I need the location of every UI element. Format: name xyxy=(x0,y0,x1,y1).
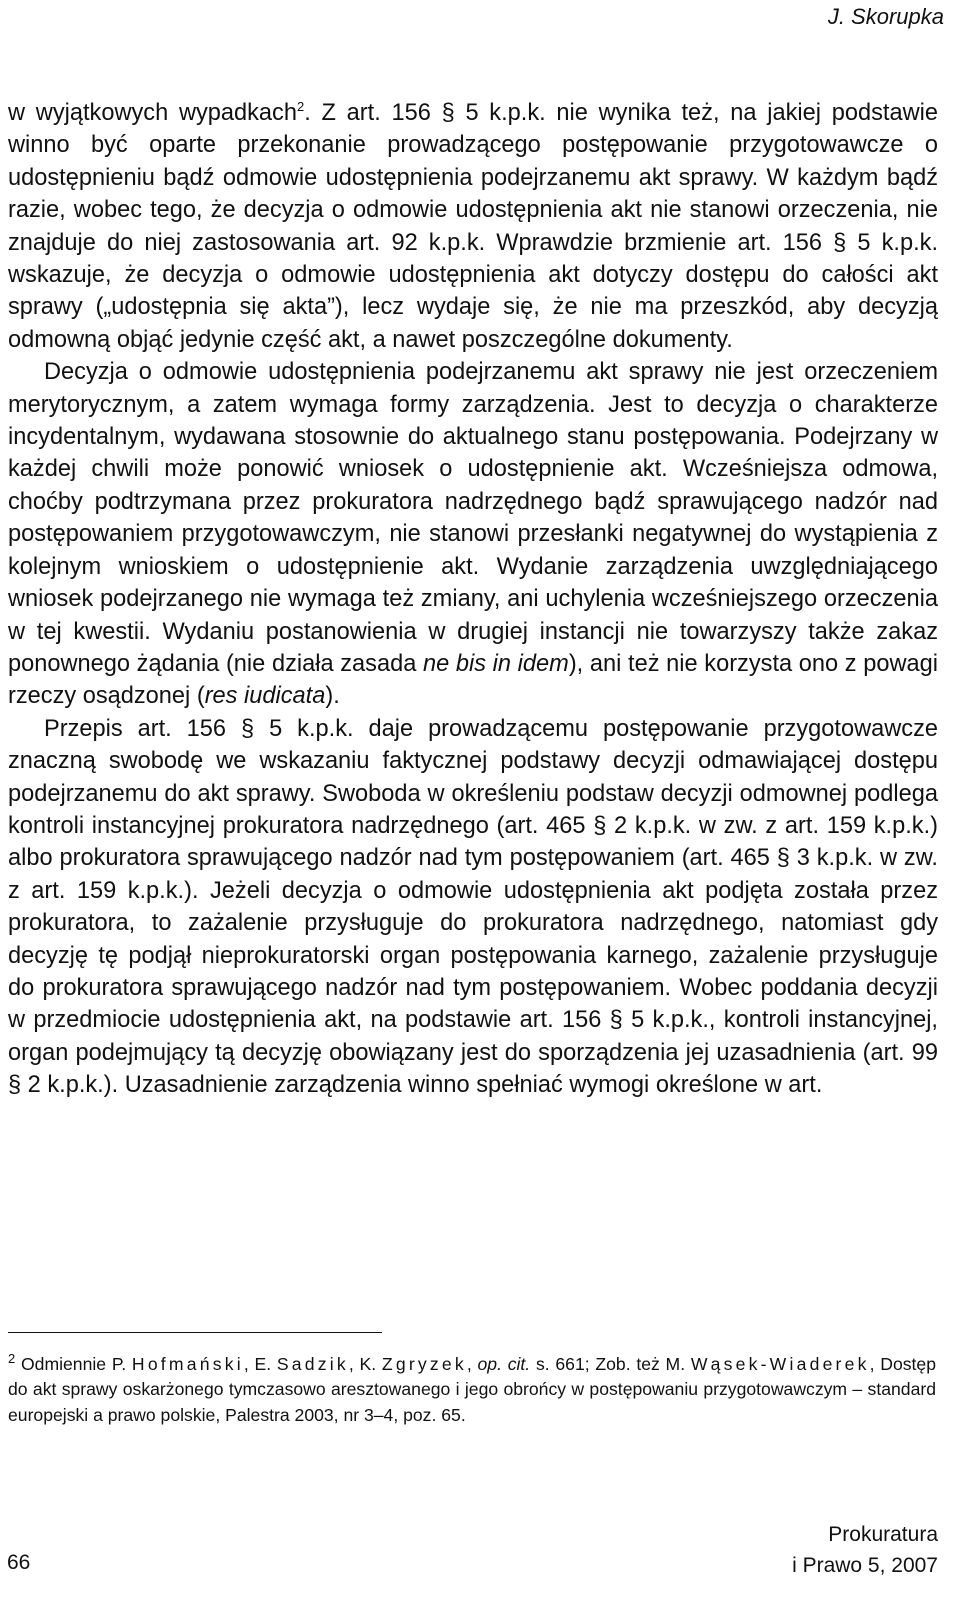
main-text xyxy=(8,97,938,1102)
paragraph-1-text-a: w wyjątkowych wypadkach xyxy=(8,100,297,126)
paragraph-1 xyxy=(8,97,938,356)
paragraph-2-text-b: ), ani też nie korzysta ono z powagi rzeczy osądzonej ( xyxy=(8,650,938,710)
footnote-text-1: Odmiennie P. xyxy=(20,1354,132,1374)
latin-phrase-res-iudicata: res iudicata xyxy=(204,683,326,710)
footnote-text xyxy=(8,1354,936,1425)
footnote-text-4: , xyxy=(466,1354,478,1374)
latin-phrase-ne-bis-in-idem: ne bis in idem xyxy=(422,650,569,677)
page-number: 66 xyxy=(7,1551,31,1574)
footnote-text-6: , Dostęp do akt sprawy oskarżonego tymczasowo aresztowanego i jego obrońcy w postępowaniu przygotowawczym – standard europejski a prawo polskie, Palestra 2003, nr 3–4, poz. 65. xyxy=(8,1354,936,1425)
paragraph-2-text-a: Decyzja o odmowie udostępnienia podejrzanemu akt sprawy nie jest orzeczeniem merytorycznym, a zatem wymaga formy zarządzenia. Jest to decyzja o charakterze incydentalnym, wydawana stosownie do aktualnego stanu postępowania. Podejrzany w każdej chwili może ponowić wniosek o udostępnienie akt. Wcześniejsza odmowa, choćby podtrzymana przez prokuratora nadrzędnego bądź sprawującego nadzór nad postępowaniem przygotowawczym, nie stanowi przesłanki negatywnej do wystąpienia z kolejnym wnioskiem o udostępnienie akt. Wydanie zarządzenia uwzględniającego wniosek podejrzanego nie wymaga też zmiany, ani uchylenia wcześniejszego orzeczenia w tej kwestii. Wydaniu postanowienia w drugiej instancji nie towarzyszy także zakaz ponownego żądania (nie działa zasada xyxy=(8,359,938,677)
footnote-text-3: , K. xyxy=(348,1354,382,1374)
footnote-reference[interactable]: 2 xyxy=(296,99,305,115)
op-cit: op. cit. xyxy=(477,1354,531,1374)
journal-issue: i Prawo 5, 2007 xyxy=(792,1554,938,1577)
paragraph-2-text-c: ). xyxy=(325,683,340,710)
journal-footer xyxy=(792,1519,938,1581)
paragraph-3: Przepis art. 156 § 5 k.p.k. daje prowadzącemu postępowanie przygotowawcze znaczną swobodę we wskazaniu faktycznej podstawy decyzji odmawiającej dostępu podejrzanemu do akt sprawy. Swoboda w określeniu podstaw decyzji odmownej podlega kontroli instancyjnej prokuratora nadrzędnego (art. 465 § 2 k.p.k. w zw. z art. 159 k.p.k.) albo prokuratora sprawującego nadzór nad tym postępowaniem (art. 465 § 3 k.p.k. w zw. z art. 159 k.p.k.). Jeżeli decyzja o odmowie udostępnienia akt podjęta została przez prokuratora, to zażalenie przysługuje do prokuratora nadrzędnego, natomiast gdy decyzję tę podjął nieprokuratorski organ postępowania karnego, zażalenie przysługuje do prokuratora sprawującego nadzór nad tym postępowaniem. Wobec poddania decyzji w przedmiocie udostępnienia akt, na podstawie art. 156 § 5 k.p.k., kontroli instancyjnej, organ podejmujący tą decyzję obowiązany jest do sporządzenia jej uzasadnienia (art. 99 § 2 k.p.k.). Uzasadnienie zarządzenia winno spełniać wymogi określone w art. xyxy=(8,715,938,1099)
running-head: J. Skorupka xyxy=(827,4,944,29)
author-name-zgryzek: Zgryzek xyxy=(381,1354,467,1374)
paragraph-2 xyxy=(8,356,938,712)
author-name-sadzik: Sadzik xyxy=(276,1354,349,1374)
footnote-text-2: , E. xyxy=(243,1354,277,1374)
author-name-wasek-wiaderek: Wąsek-Wiaderek xyxy=(690,1354,870,1374)
footnote-text-5: s. 661; Zob. też M. xyxy=(530,1354,691,1374)
footnote-2 xyxy=(8,1352,936,1428)
author-name-hofmanski: Hofmański xyxy=(131,1354,244,1374)
journal-name: Prokuratura xyxy=(828,1523,938,1546)
paragraph-1-text-b: . Z art. 156 § 5 k.p.k. nie wynika też, na jakiej podstawie winno być oparte przekonanie prowadzącego postępowanie przygotowawcze o udostępnieniu bądź odmowie udostępnienia podejrzanemu akt sprawy. W każdym bądź razie, wobec tego, że decyzja o odmowie udostępnienia akt nie stanowi orzeczenia, nie znajduje do niej zastosowania art. 92 k.p.k. Wprawdzie brzmienie art. 156 § 5 k.p.k. wskazuje, że decyzja o odmowie udostępnienia akt dotyczy dostępu do całości akt sprawy („udostępnia się akta”), lecz wydaje się, że nie ma przeszkód, aby decyzją odmowną objąć jedynie część akt, a nawet poszczególne dokumenty. xyxy=(8,100,938,353)
footnote-divider xyxy=(8,1332,382,1333)
footnote-number: 2 xyxy=(8,1351,16,1367)
